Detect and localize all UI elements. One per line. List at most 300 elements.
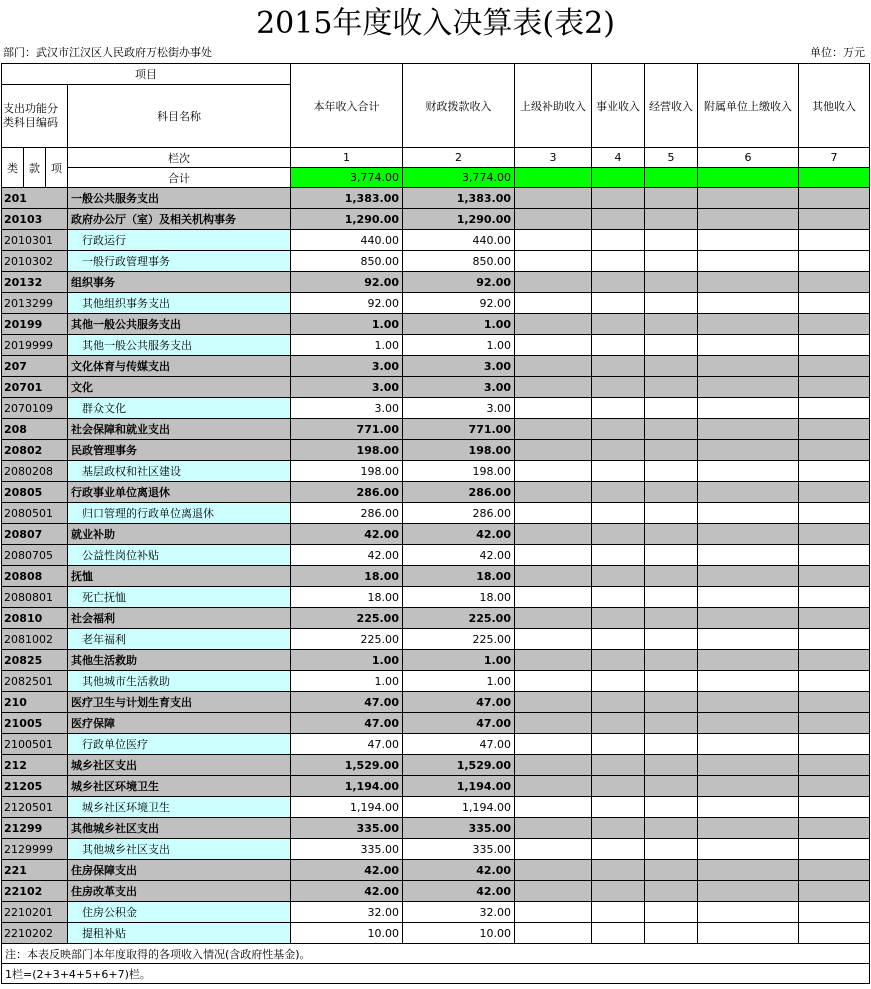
row-code: 2081002 bbox=[2, 629, 68, 650]
row-code: 2019999 bbox=[2, 335, 68, 356]
row-col-3 bbox=[515, 251, 592, 272]
row-col-1: 18.00 bbox=[291, 566, 403, 587]
row-col-5 bbox=[645, 503, 698, 524]
row-col-3 bbox=[515, 503, 592, 524]
page-title: 2015年度收入决算表(表2) bbox=[256, 6, 615, 41]
header-lei: 类 bbox=[2, 148, 24, 188]
row-col-5 bbox=[645, 566, 698, 587]
total-col-2: 3,774.00 bbox=[403, 168, 515, 188]
income-table bbox=[1, 63, 870, 984]
row-col-7 bbox=[799, 923, 870, 944]
total-col-7 bbox=[799, 168, 870, 188]
row-col-7 bbox=[799, 797, 870, 818]
row-name: 文化体育与传媒支出 bbox=[68, 356, 291, 377]
row-col-7 bbox=[799, 629, 870, 650]
row-col-4 bbox=[592, 314, 645, 335]
row-col-5 bbox=[645, 797, 698, 818]
row-col-7 bbox=[799, 902, 870, 923]
row-col-5 bbox=[645, 356, 698, 377]
row-col-1: 1,290.00 bbox=[291, 209, 403, 230]
row-col-3 bbox=[515, 881, 592, 902]
row-code: 20808 bbox=[2, 566, 68, 587]
table-row bbox=[2, 314, 870, 335]
row-col-1: 18.00 bbox=[291, 587, 403, 608]
row-col-5 bbox=[645, 524, 698, 545]
row-col-7 bbox=[799, 398, 870, 419]
row-code: 2100501 bbox=[2, 734, 68, 755]
row-col-2: 1.00 bbox=[403, 335, 515, 356]
row-col-1: 42.00 bbox=[291, 524, 403, 545]
row-col-5 bbox=[645, 776, 698, 797]
row-code: 2070109 bbox=[2, 398, 68, 419]
lanci-6: 6 bbox=[698, 148, 799, 168]
row-col-5 bbox=[645, 734, 698, 755]
row-name: 其他城乡社区支出 bbox=[68, 818, 291, 839]
row-col-7 bbox=[799, 839, 870, 860]
row-col-4 bbox=[592, 692, 645, 713]
table-row bbox=[2, 188, 870, 209]
table-row bbox=[2, 671, 870, 692]
row-code: 210 bbox=[2, 692, 68, 713]
row-col-4 bbox=[592, 650, 645, 671]
header-col-2: 财政拨款收入 bbox=[403, 64, 515, 148]
lanci-7: 7 bbox=[799, 148, 870, 168]
table-row bbox=[2, 839, 870, 860]
row-col-6 bbox=[698, 776, 799, 797]
row-col-1: 47.00 bbox=[291, 713, 403, 734]
row-code: 2210201 bbox=[2, 902, 68, 923]
row-col-2: 92.00 bbox=[403, 293, 515, 314]
row-col-7 bbox=[799, 356, 870, 377]
row-col-2: 18.00 bbox=[403, 587, 515, 608]
row-col-4 bbox=[592, 209, 645, 230]
row-col-2: 335.00 bbox=[403, 839, 515, 860]
row-col-6 bbox=[698, 545, 799, 566]
row-col-4 bbox=[592, 377, 645, 398]
row-col-1: 42.00 bbox=[291, 545, 403, 566]
table-row bbox=[2, 251, 870, 272]
row-col-1: 286.00 bbox=[291, 482, 403, 503]
row-col-7 bbox=[799, 860, 870, 881]
table-row bbox=[2, 419, 870, 440]
row-col-4 bbox=[592, 755, 645, 776]
total-label: 合计 bbox=[68, 168, 291, 188]
row-col-2: 1,383.00 bbox=[403, 188, 515, 209]
row-col-2: 3.00 bbox=[403, 377, 515, 398]
row-col-5 bbox=[645, 839, 698, 860]
row-col-6 bbox=[698, 440, 799, 461]
table-row bbox=[2, 587, 870, 608]
row-col-2: 1,194.00 bbox=[403, 797, 515, 818]
row-col-7 bbox=[799, 776, 870, 797]
row-col-3 bbox=[515, 209, 592, 230]
row-col-6 bbox=[698, 818, 799, 839]
table-row bbox=[2, 860, 870, 881]
row-col-2: 10.00 bbox=[403, 923, 515, 944]
row-name: 归口管理的行政单位离退休 bbox=[68, 503, 291, 524]
header-code-label: 支出功能分类科目编码 bbox=[2, 85, 68, 148]
row-col-3 bbox=[515, 587, 592, 608]
row-name: 一般公共服务支出 bbox=[68, 188, 291, 209]
row-col-1: 850.00 bbox=[291, 251, 403, 272]
row-code: 221 bbox=[2, 860, 68, 881]
row-name: 老年福利 bbox=[68, 629, 291, 650]
row-name: 其他生活救助 bbox=[68, 650, 291, 671]
row-col-1: 225.00 bbox=[291, 629, 403, 650]
row-col-1: 335.00 bbox=[291, 818, 403, 839]
row-col-6 bbox=[698, 377, 799, 398]
table-row bbox=[2, 293, 870, 314]
lanci-5: 5 bbox=[645, 148, 698, 168]
row-code: 20807 bbox=[2, 524, 68, 545]
row-code: 20701 bbox=[2, 377, 68, 398]
row-col-2: 198.00 bbox=[403, 440, 515, 461]
row-col-4 bbox=[592, 608, 645, 629]
table-row bbox=[2, 776, 870, 797]
row-col-5 bbox=[645, 293, 698, 314]
row-col-7 bbox=[799, 734, 870, 755]
row-col-3 bbox=[515, 188, 592, 209]
row-col-4 bbox=[592, 545, 645, 566]
total-col-4 bbox=[592, 168, 645, 188]
row-col-6 bbox=[698, 650, 799, 671]
row-code: 20802 bbox=[2, 440, 68, 461]
row-col-2: 335.00 bbox=[403, 818, 515, 839]
row-col-4 bbox=[592, 734, 645, 755]
row-code: 208 bbox=[2, 419, 68, 440]
table-row bbox=[2, 440, 870, 461]
row-name: 医疗卫生与计划生育支出 bbox=[68, 692, 291, 713]
row-col-3 bbox=[515, 734, 592, 755]
row-col-3 bbox=[515, 839, 592, 860]
row-col-5 bbox=[645, 398, 698, 419]
row-col-4 bbox=[592, 797, 645, 818]
row-col-2: 42.00 bbox=[403, 545, 515, 566]
row-col-1: 440.00 bbox=[291, 230, 403, 251]
table-row bbox=[2, 482, 870, 503]
table-row bbox=[2, 503, 870, 524]
table-row bbox=[2, 335, 870, 356]
row-col-1: 771.00 bbox=[291, 419, 403, 440]
row-code: 2210202 bbox=[2, 923, 68, 944]
row-col-6 bbox=[698, 608, 799, 629]
row-col-5 bbox=[645, 671, 698, 692]
row-name: 抚恤 bbox=[68, 566, 291, 587]
table-note: 1栏=(2+3+4+5+6+7)栏。 bbox=[2, 964, 870, 984]
header-col-6: 附属单位上缴收入 bbox=[698, 64, 799, 148]
row-col-5 bbox=[645, 923, 698, 944]
row-col-2: 440.00 bbox=[403, 230, 515, 251]
row-col-4 bbox=[592, 482, 645, 503]
total-col-5 bbox=[645, 168, 698, 188]
row-col-3 bbox=[515, 377, 592, 398]
row-col-4 bbox=[592, 713, 645, 734]
row-col-7 bbox=[799, 671, 870, 692]
row-code: 2010302 bbox=[2, 251, 68, 272]
row-col-6 bbox=[698, 587, 799, 608]
row-col-1: 1.00 bbox=[291, 314, 403, 335]
row-code: 20810 bbox=[2, 608, 68, 629]
row-col-5 bbox=[645, 230, 698, 251]
row-col-7 bbox=[799, 608, 870, 629]
row-code: 20103 bbox=[2, 209, 68, 230]
row-col-6 bbox=[698, 692, 799, 713]
row-col-6 bbox=[698, 860, 799, 881]
row-name: 住房改革支出 bbox=[68, 881, 291, 902]
table-row bbox=[2, 272, 870, 293]
row-col-7 bbox=[799, 545, 870, 566]
row-col-5 bbox=[645, 860, 698, 881]
row-name: 行政事业单位离退休 bbox=[68, 482, 291, 503]
row-name: 行政单位医疗 bbox=[68, 734, 291, 755]
row-col-1: 286.00 bbox=[291, 503, 403, 524]
row-col-4 bbox=[592, 503, 645, 524]
row-col-1: 1.00 bbox=[291, 335, 403, 356]
table-row bbox=[2, 524, 870, 545]
total-col-3 bbox=[515, 168, 592, 188]
row-col-7 bbox=[799, 272, 870, 293]
row-col-5 bbox=[645, 902, 698, 923]
row-col-7 bbox=[799, 188, 870, 209]
row-col-6 bbox=[698, 629, 799, 650]
row-col-4 bbox=[592, 881, 645, 902]
unit-label: 单位：万元 bbox=[810, 46, 865, 59]
row-col-1: 42.00 bbox=[291, 881, 403, 902]
row-code: 21005 bbox=[2, 713, 68, 734]
row-col-7 bbox=[799, 524, 870, 545]
row-col-6 bbox=[698, 713, 799, 734]
row-name: 文化 bbox=[68, 377, 291, 398]
table-row bbox=[2, 377, 870, 398]
row-col-5 bbox=[645, 881, 698, 902]
row-code: 20805 bbox=[2, 482, 68, 503]
row-name: 民政管理事务 bbox=[68, 440, 291, 461]
header-col-5: 经营收入 bbox=[645, 64, 698, 148]
row-col-1: 32.00 bbox=[291, 902, 403, 923]
row-col-1: 225.00 bbox=[291, 608, 403, 629]
row-col-7 bbox=[799, 566, 870, 587]
row-col-4 bbox=[592, 902, 645, 923]
row-code: 2080801 bbox=[2, 587, 68, 608]
row-code: 2082501 bbox=[2, 671, 68, 692]
row-name: 公益性岗位补贴 bbox=[68, 545, 291, 566]
table-row bbox=[2, 713, 870, 734]
row-col-2: 198.00 bbox=[403, 461, 515, 482]
row-name: 基层政权和社区建设 bbox=[68, 461, 291, 482]
row-code: 22102 bbox=[2, 881, 68, 902]
row-col-5 bbox=[645, 419, 698, 440]
row-name: 组织事务 bbox=[68, 272, 291, 293]
row-col-2: 1,194.00 bbox=[403, 776, 515, 797]
row-col-6 bbox=[698, 524, 799, 545]
row-col-3 bbox=[515, 356, 592, 377]
row-code: 20132 bbox=[2, 272, 68, 293]
row-col-5 bbox=[645, 440, 698, 461]
row-name: 城乡社区环境卫生 bbox=[68, 797, 291, 818]
row-col-2: 1,290.00 bbox=[403, 209, 515, 230]
row-name: 城乡社区环境卫生 bbox=[68, 776, 291, 797]
row-col-6 bbox=[698, 188, 799, 209]
row-col-7 bbox=[799, 503, 870, 524]
row-code: 20825 bbox=[2, 650, 68, 671]
row-col-4 bbox=[592, 440, 645, 461]
row-col-3 bbox=[515, 314, 592, 335]
table-row bbox=[2, 797, 870, 818]
row-col-2: 42.00 bbox=[403, 881, 515, 902]
row-col-6 bbox=[698, 293, 799, 314]
row-col-4 bbox=[592, 293, 645, 314]
row-name: 城乡社区支出 bbox=[68, 755, 291, 776]
row-col-1: 198.00 bbox=[291, 440, 403, 461]
row-col-4 bbox=[592, 230, 645, 251]
row-col-2: 42.00 bbox=[403, 524, 515, 545]
row-col-5 bbox=[645, 251, 698, 272]
table-row bbox=[2, 398, 870, 419]
table-row bbox=[2, 818, 870, 839]
row-col-3 bbox=[515, 671, 592, 692]
row-col-2: 3.00 bbox=[403, 356, 515, 377]
row-col-5 bbox=[645, 692, 698, 713]
row-col-1: 47.00 bbox=[291, 734, 403, 755]
row-col-5 bbox=[645, 650, 698, 671]
row-col-4 bbox=[592, 860, 645, 881]
row-col-7 bbox=[799, 251, 870, 272]
row-col-4 bbox=[592, 461, 645, 482]
row-col-7 bbox=[799, 335, 870, 356]
row-col-3 bbox=[515, 272, 592, 293]
row-col-5 bbox=[645, 482, 698, 503]
row-name: 社会福利 bbox=[68, 608, 291, 629]
header-col-1: 本年收入合计 bbox=[291, 64, 403, 148]
row-col-1: 3.00 bbox=[291, 398, 403, 419]
row-col-2: 286.00 bbox=[403, 503, 515, 524]
row-col-3 bbox=[515, 293, 592, 314]
header-xiang: 项 bbox=[46, 148, 68, 188]
row-col-4 bbox=[592, 188, 645, 209]
table-row bbox=[2, 755, 870, 776]
row-col-4 bbox=[592, 356, 645, 377]
row-col-1: 3.00 bbox=[291, 356, 403, 377]
row-code: 207 bbox=[2, 356, 68, 377]
row-col-6 bbox=[698, 230, 799, 251]
table-row bbox=[2, 629, 870, 650]
header-col-3: 上级补助收入 bbox=[515, 64, 592, 148]
row-col-4 bbox=[592, 419, 645, 440]
row-col-6 bbox=[698, 419, 799, 440]
row-col-3 bbox=[515, 860, 592, 881]
row-col-5 bbox=[645, 818, 698, 839]
row-col-7 bbox=[799, 755, 870, 776]
row-col-1: 1,383.00 bbox=[291, 188, 403, 209]
row-col-7 bbox=[799, 419, 870, 440]
row-name: 就业补助 bbox=[68, 524, 291, 545]
row-name: 其他城市生活救助 bbox=[68, 671, 291, 692]
row-col-2: 47.00 bbox=[403, 713, 515, 734]
table-row bbox=[2, 209, 870, 230]
row-col-2: 47.00 bbox=[403, 734, 515, 755]
row-code: 2013299 bbox=[2, 293, 68, 314]
row-col-6 bbox=[698, 398, 799, 419]
row-col-2: 225.00 bbox=[403, 608, 515, 629]
row-col-5 bbox=[645, 755, 698, 776]
row-col-4 bbox=[592, 776, 645, 797]
row-col-7 bbox=[799, 377, 870, 398]
row-col-2: 225.00 bbox=[403, 629, 515, 650]
row-col-1: 335.00 bbox=[291, 839, 403, 860]
row-col-2: 1.00 bbox=[403, 671, 515, 692]
row-col-6 bbox=[698, 902, 799, 923]
row-col-3 bbox=[515, 650, 592, 671]
row-name: 住房公积金 bbox=[68, 902, 291, 923]
row-col-4 bbox=[592, 251, 645, 272]
row-col-3 bbox=[515, 797, 592, 818]
row-col-5 bbox=[645, 335, 698, 356]
row-col-7 bbox=[799, 230, 870, 251]
row-code: 2080501 bbox=[2, 503, 68, 524]
header-item: 项目 bbox=[2, 64, 291, 85]
row-code: 2129999 bbox=[2, 839, 68, 860]
header-kuan: 款 bbox=[24, 148, 46, 188]
row-col-5 bbox=[645, 713, 698, 734]
row-col-6 bbox=[698, 335, 799, 356]
row-col-1: 42.00 bbox=[291, 860, 403, 881]
row-col-2: 42.00 bbox=[403, 860, 515, 881]
row-name: 群众文化 bbox=[68, 398, 291, 419]
row-col-4 bbox=[592, 839, 645, 860]
table-row bbox=[2, 230, 870, 251]
row-col-3 bbox=[515, 629, 592, 650]
header-name-label: 科目名称 bbox=[68, 85, 291, 148]
row-col-6 bbox=[698, 734, 799, 755]
row-code: 21299 bbox=[2, 818, 68, 839]
row-col-2: 3.00 bbox=[403, 398, 515, 419]
row-col-1: 92.00 bbox=[291, 272, 403, 293]
row-code: 20199 bbox=[2, 314, 68, 335]
row-col-1: 10.00 bbox=[291, 923, 403, 944]
row-col-7 bbox=[799, 209, 870, 230]
table-row bbox=[2, 608, 870, 629]
row-col-3 bbox=[515, 419, 592, 440]
row-col-3 bbox=[515, 818, 592, 839]
row-col-5 bbox=[645, 209, 698, 230]
table-row bbox=[2, 902, 870, 923]
department-label: 部门：武汉市江汉区人民政府万松街办事处 bbox=[3, 46, 212, 59]
row-col-7 bbox=[799, 692, 870, 713]
row-col-4 bbox=[592, 335, 645, 356]
row-name: 社会保障和就业支出 bbox=[68, 419, 291, 440]
lanci-4: 4 bbox=[592, 148, 645, 168]
row-col-4 bbox=[592, 671, 645, 692]
row-code: 201 bbox=[2, 188, 68, 209]
row-col-1: 198.00 bbox=[291, 461, 403, 482]
row-col-3 bbox=[515, 608, 592, 629]
row-col-4 bbox=[592, 818, 645, 839]
row-col-3 bbox=[515, 545, 592, 566]
row-col-3 bbox=[515, 440, 592, 461]
row-col-5 bbox=[645, 272, 698, 293]
lanci-1: 1 bbox=[291, 148, 403, 168]
table-note: 注：本表反映部门本年度取得的各项收入情况(含政府性基金)。 bbox=[2, 944, 870, 964]
row-code: 21205 bbox=[2, 776, 68, 797]
table-row bbox=[2, 356, 870, 377]
header-col-4: 事业收入 bbox=[592, 64, 645, 148]
row-col-2: 1.00 bbox=[403, 314, 515, 335]
total-col-1: 3,774.00 bbox=[291, 168, 403, 188]
row-col-3 bbox=[515, 902, 592, 923]
table-row bbox=[2, 734, 870, 755]
table-row bbox=[2, 692, 870, 713]
row-col-2: 771.00 bbox=[403, 419, 515, 440]
